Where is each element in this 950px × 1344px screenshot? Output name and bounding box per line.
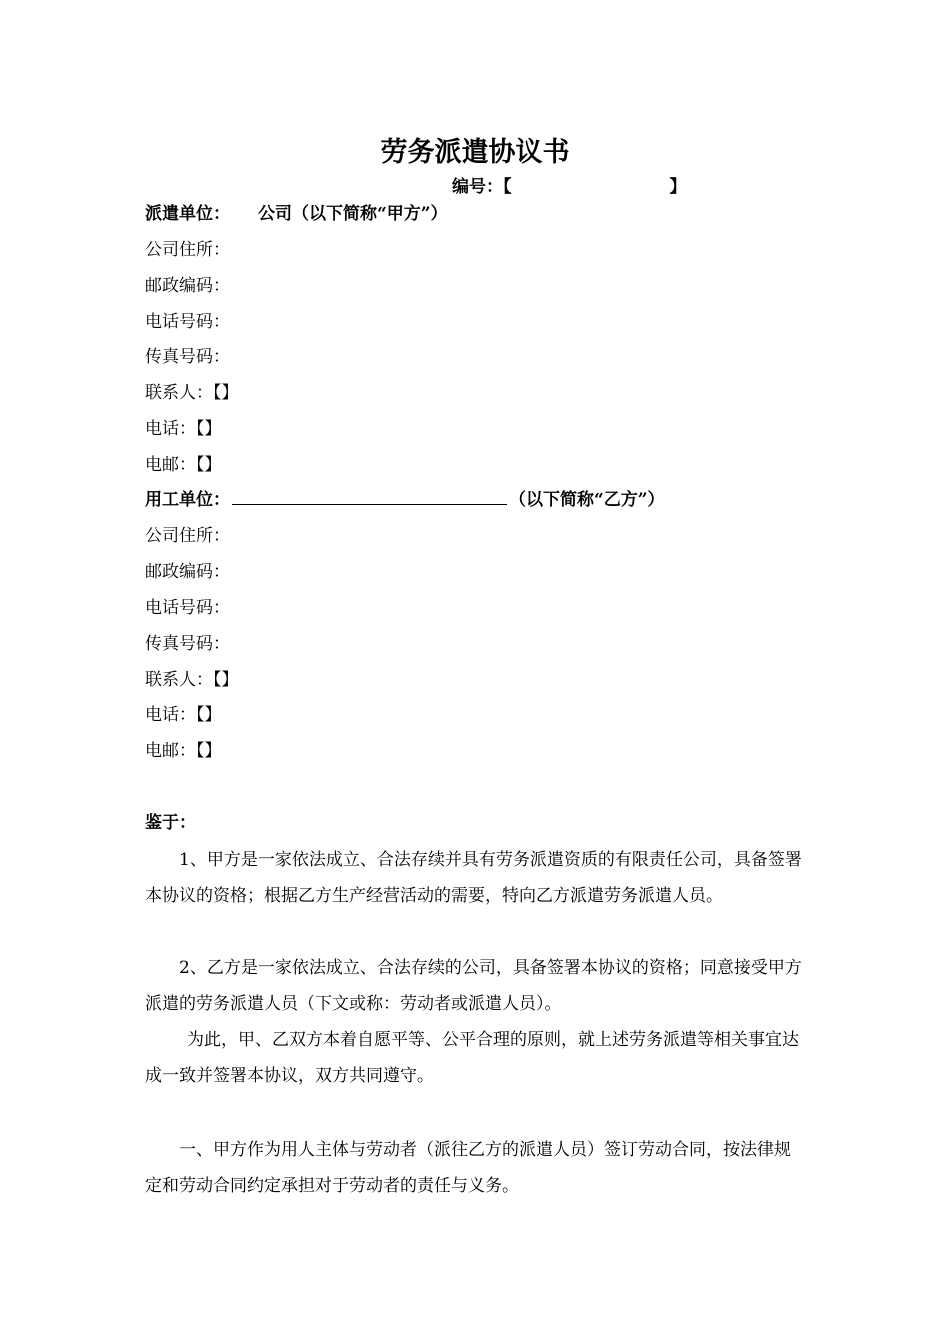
party-a-label: 派遣单位： <box>145 204 230 224</box>
party-a-contact: 联系人：【】 <box>145 383 239 403</box>
party-b-postal: 邮政编码： <box>145 562 230 582</box>
party-a-name: 公司（以下简称“甲方”） <box>258 204 448 224</box>
clause-1: 1、甲方是一家依法成立、合法存续并具有劳务派遣资质的有限责任公司，具备签署本协议的资格；根据乙方生产经营活动的需要，特向乙方派遣劳务派遣人员。 <box>145 850 802 906</box>
party-b-email: 电邮：【】 <box>145 741 222 761</box>
number-close: 】 <box>669 177 687 197</box>
party-a-email: 电邮：【】 <box>145 455 222 475</box>
party-a-phone: 电话：【】 <box>145 419 222 439</box>
party-b-phone: 电话：【】 <box>145 705 222 725</box>
party-b-phone-number: 电话号码： <box>145 598 230 618</box>
party-a-line <box>145 204 448 224</box>
clause-2: 2、乙方是一家依法成立、合法存续的公司，具备签署本协议的资格；同意接受甲方派遣的劳务派遣人员（下文或称：劳动者或派遣人员）。 <box>145 958 802 1014</box>
party-a-postal: 邮政编码： <box>145 276 230 296</box>
number-label: 编号：【 <box>452 177 512 197</box>
party-b-address: 公司住所： <box>145 526 230 546</box>
document-number <box>452 177 687 197</box>
clause-3: 为此，甲、乙双方本着自愿平等、公平合理的原则，就上述劳务派遣等相关事宜达成一致并签署本协议，双方共同遵守。 <box>145 1030 799 1086</box>
whereas-heading: 鉴于： <box>145 813 196 833</box>
party-b-label: 用工单位： <box>145 490 230 510</box>
party-b-fax: 传真号码： <box>145 634 230 654</box>
section-1: 一、甲方作为用人主体与劳动者（派往乙方的派遣人员）签订劳动合同，按法律规定和劳动合同约定承担对于劳动者的责任与义务。 <box>145 1140 791 1196</box>
party-b-contact: 联系人：【】 <box>145 670 239 690</box>
party-b-suffix: （以下简称“乙方”） <box>509 490 665 510</box>
party-a-phone-number: 电话号码： <box>145 312 230 332</box>
party-b-name-blank <box>232 490 507 505</box>
party-a-fax: 传真号码： <box>145 347 230 367</box>
document-title: 劳务派遣协议书 <box>380 137 570 168</box>
party-b-line <box>145 490 665 510</box>
party-a-address: 公司住所： <box>145 240 230 260</box>
